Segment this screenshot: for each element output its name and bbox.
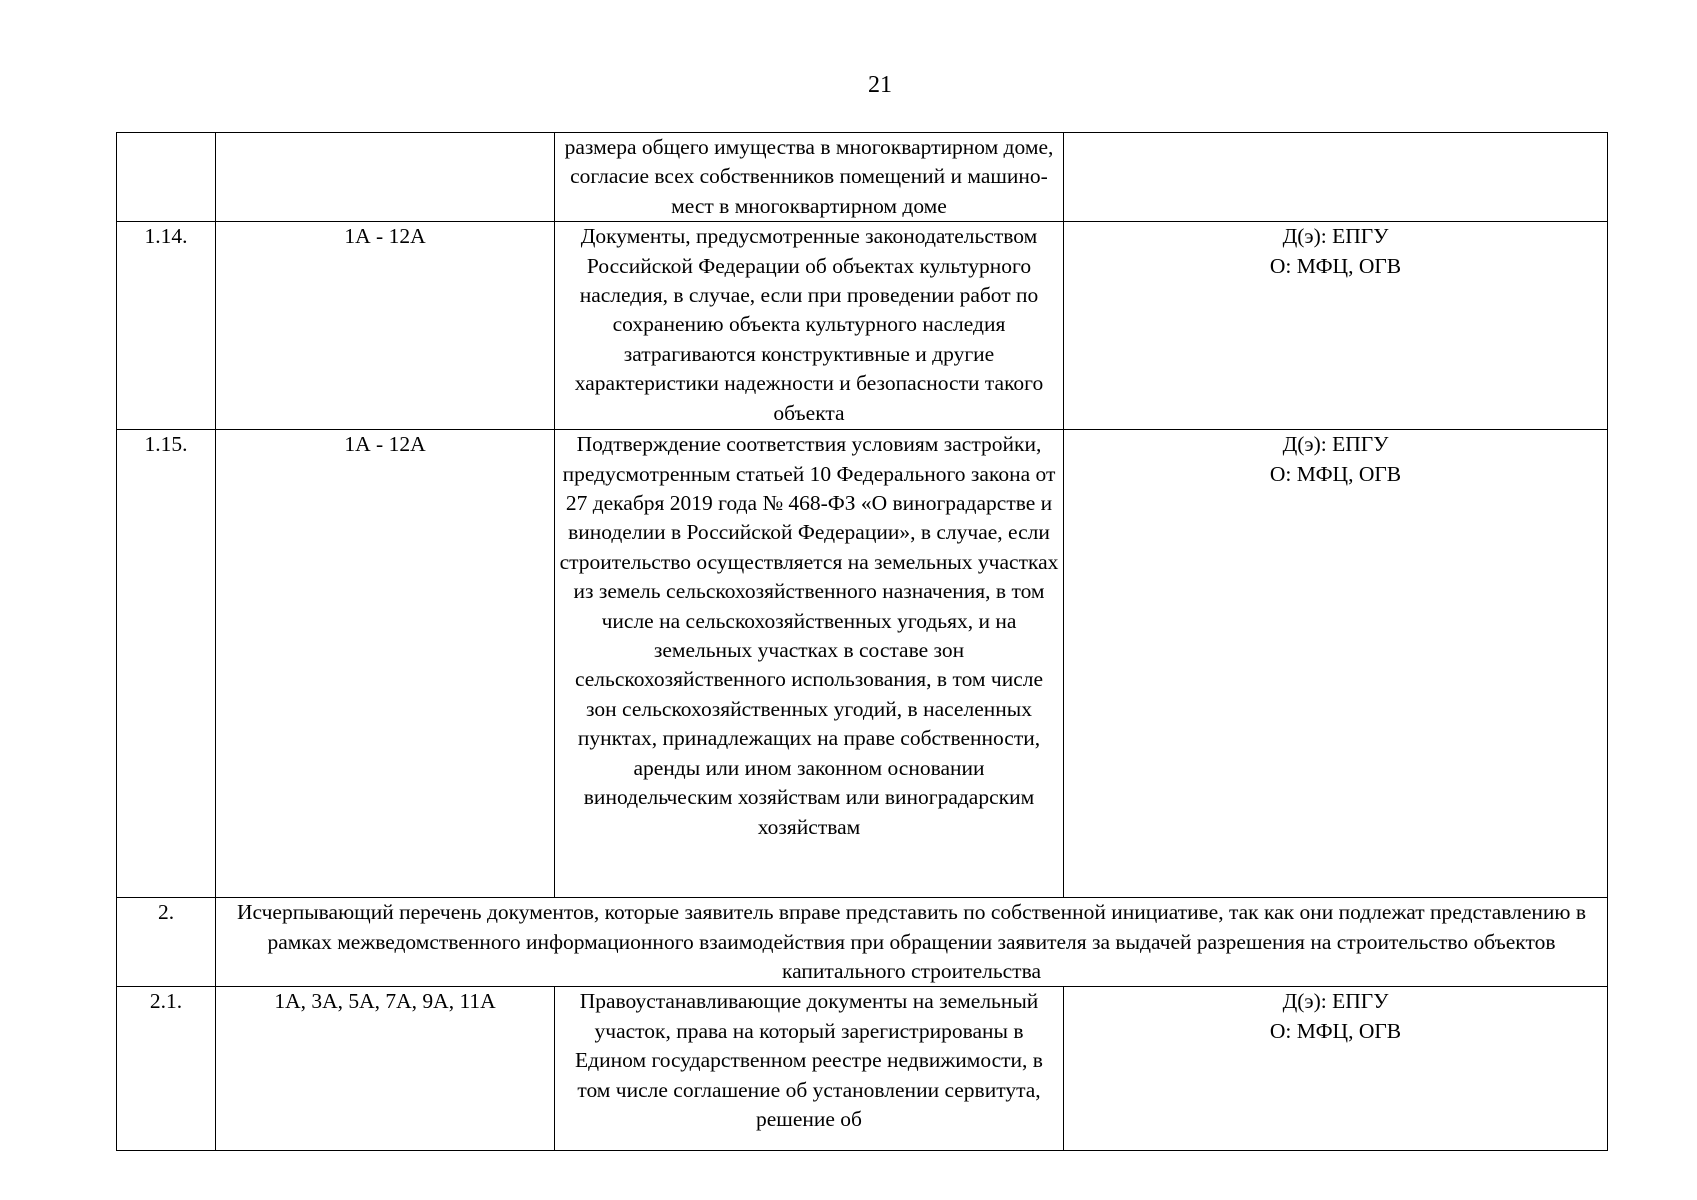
row-number: 1.15.: [117, 430, 216, 898]
source-line-office: О: МФЦ, ОГВ: [1269, 1018, 1402, 1043]
source-cell: [1064, 133, 1608, 222]
row-number: 1.14.: [117, 222, 216, 430]
row-number: [117, 133, 216, 222]
page-number: 21: [868, 72, 892, 98]
forms-cell: 1А - 12А: [216, 222, 555, 430]
forms-cell: 1А - 12А: [216, 430, 555, 898]
table-row: [117, 430, 1608, 898]
forms-cell: [216, 133, 555, 222]
source-line-office: О: МФЦ, ОГВ: [1269, 461, 1402, 486]
source-line-electronic: Д(э): ЕПГУ: [1282, 224, 1389, 249]
source-line-electronic: Д(э): ЕПГУ: [1282, 989, 1389, 1014]
source-cell: [1064, 987, 1608, 1151]
document-cell: размера общего имущества в многоквартирном доме, согласие всех собственников помещений и машино-мест в многоквартирном доме: [555, 133, 1064, 222]
row-number: 2.1.: [117, 987, 216, 1151]
document-cell: Документы, предусмотренные законодательством Российской Федерации об объектах культурного наследия, в случае, если при проведении работ по сохранению объекта культурного наследия затрагиваются конструктивные и другие характеристики надежности и безопасности такого объекта: [555, 222, 1064, 430]
table-row: [117, 222, 1608, 430]
table-row: [117, 987, 1608, 1151]
section-number: 2.: [117, 898, 216, 987]
documents-table: [116, 132, 1608, 1151]
section-title: Исчерпывающий перечень документов, которые заявитель вправе представить по собственной инициативе, так как они подлежат представлению в рамках межведомственного информационного взаимодействия при обращении заявителя за выдачей разрешения на строительство объектов капитального строительства: [216, 898, 1608, 987]
source-cell: [1064, 430, 1608, 898]
section-row: [117, 898, 1608, 987]
source-cell: [1064, 222, 1608, 430]
source-line-office: О: МФЦ, ОГВ: [1269, 253, 1402, 278]
document-cell: Правоустанавливающие документы на земельный участок, права на который зарегистрированы в Едином государственном реестре недвижимости, в том числе соглашение об установлении сервитута, решение об: [555, 987, 1064, 1151]
source-line-electronic: Д(э): ЕПГУ: [1282, 432, 1389, 457]
forms-cell: 1А, 3А, 5А, 7А, 9А, 11А: [216, 987, 555, 1151]
document-cell: Подтверждение соответствия условиям застройки, предусмотренным статьей 10 Федерального закона от 27 декабря 2019 года № 468-ФЗ «О виноградарстве и виноделии в Российской Федерации», в случае, если строительство осуществляется на земельных участках из земель сельскохозяйственного назначения, в том числе на сельскохозяйственных угодьях, и на земельных участках в составе зон сельскохозяйственного использования, в том числе зон сельскохозяйственных угодий, в населенных пунктах, принадлежащих на праве собственности, аренды или ином законном основании винодельческим хозяйствам или виноградарским хозяйствам: [555, 430, 1064, 898]
table-row: [117, 133, 1608, 222]
